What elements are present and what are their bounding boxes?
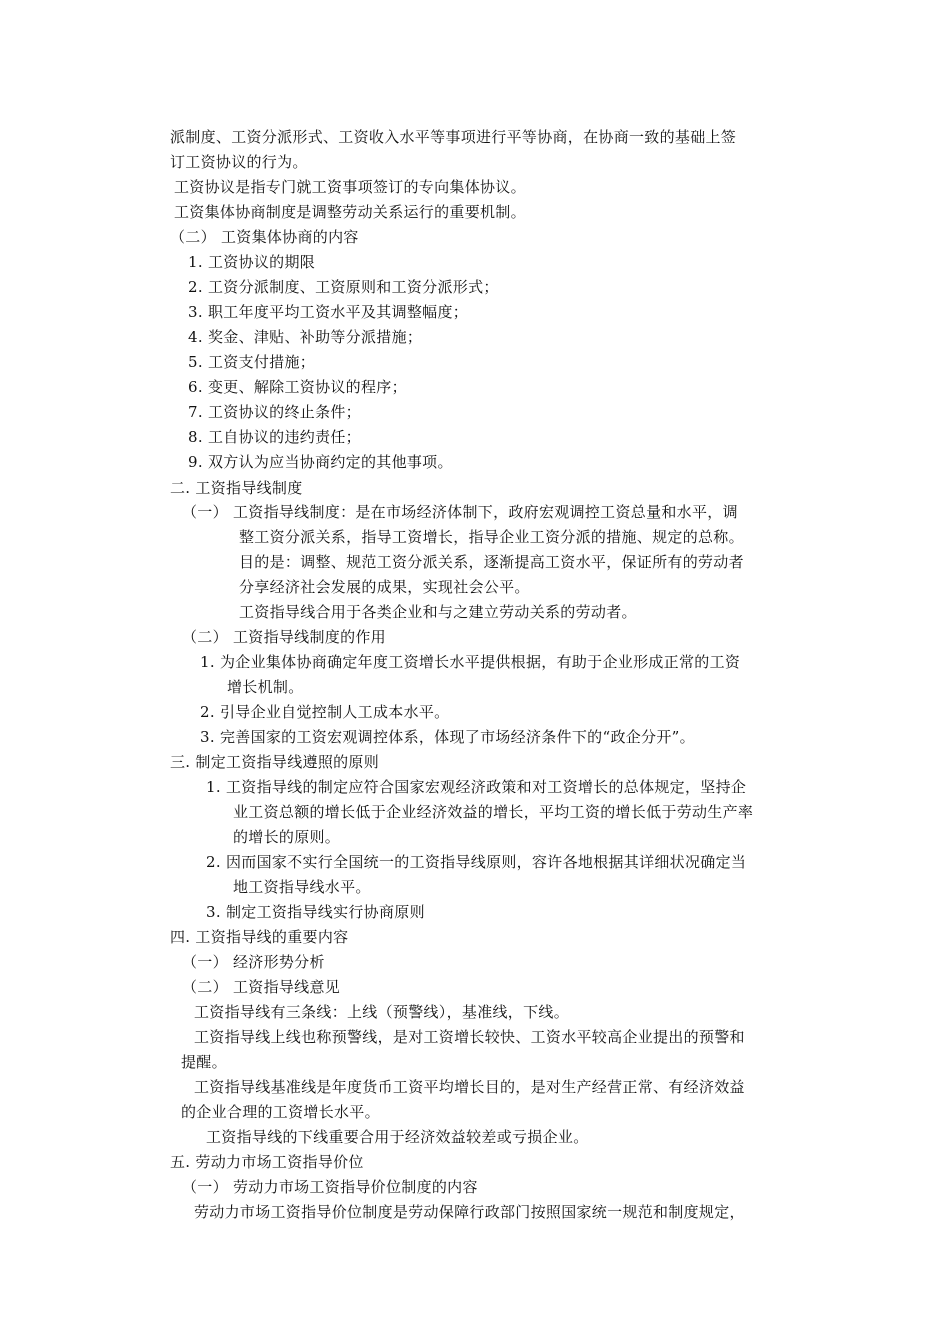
section-heading: 五. 劳动力市场工资指导价位 [170, 1153, 364, 1171]
list-item: 3. 职工年度平均工资水平及其调整幅度； [188, 303, 469, 321]
text-line: 工资指导线的下线重要合用于经济效益较差或亏损企业。 [206, 1128, 589, 1146]
text-line: 分享经济社会发展的成果，实现社会公平。 [239, 578, 530, 596]
text-line: 业工资总额的增长低于企业经济效益的增长，平均工资的增长低于劳动生产率 [233, 803, 754, 821]
list-item: 3. 完善国家的工资宏观调控体系，体现了市场经济条件下的“政企分开”。 [200, 728, 695, 746]
text-line: 工资指导线上线也称预警线，是对工资增长较快、工资水平较高企业提出的预警和 [194, 1028, 745, 1046]
list-item: 2. 引导企业自觉控制人工成本水平。 [200, 703, 450, 721]
text-line: 工资指导线有三条线：上线（预警线），基准线，下线。 [194, 1003, 570, 1021]
text-line: 的企业合理的工资增长水平。 [181, 1103, 380, 1121]
list-item: 4. 奖金、津贴、补助等分派措施； [188, 328, 423, 346]
text-line: 目的是：调整、规范工资分派关系，逐渐提高工资水平，保证所有的劳动者 [239, 553, 744, 571]
text-line: 工资指导线合用于各类企业和与之建立劳动关系的劳动者。 [239, 603, 637, 621]
section-heading: 三. 制定工资指导线遵照的原则 [170, 753, 380, 771]
section-heading: 二. 工资指导线制度 [170, 479, 303, 497]
text-line: 订工资协议的行为。 [170, 153, 308, 171]
text-line: 工资协议是指专门就工资事项签订的专向集体协议。 [174, 178, 526, 196]
list-item: 5. 工资支付措施； [188, 353, 316, 371]
list-item: 1. 为企业集体协商确定年度工资增长水平提供根据，有助于企业形成正常的工资 [200, 653, 741, 671]
subsection-heading: （一） 劳动力市场工资指导价位制度的内容 [182, 1178, 478, 1196]
text-line: 劳动力市场工资指导价位制度是劳动保障行政部门按照国家统一规范和制度规定， [194, 1203, 745, 1221]
list-item: 7. 工资协议的终止条件； [188, 403, 361, 421]
text-line: 整工资分派关系，指导工资增长，指导企业工资分派的措施、规定的总称。 [239, 528, 744, 546]
subsection-heading: （二） 工资指导线制度的作用 [182, 628, 386, 646]
list-item: 1. 工资指导线的制定应符合国家宏观经济政策和对工资增长的总体规定，坚持企 [206, 778, 747, 796]
subsection-heading: （一） 经济形势分析 [182, 953, 325, 971]
text-line: 提醒。 [181, 1053, 227, 1071]
subsection-heading: （二） 工资指导线意见 [182, 978, 341, 996]
subsection-heading: （一） 工资指导线制度：是在市场经济体制下，政府宏观调控工资总量和水平，调 [182, 503, 738, 521]
text-line: 增长机制。 [227, 678, 304, 696]
list-item: 3. 制定工资指导线实行协商原则 [206, 903, 425, 921]
list-item: 9. 双方认为应当协商约定的其他事项。 [188, 453, 453, 471]
text-line: 工资集体协商制度是调整劳动关系运行的重要机制。 [174, 203, 526, 221]
text-line: 派制度、工资分派形式、工资收入水平等事项进行平等协商，在协商一致的基础上签 [170, 128, 737, 146]
list-item: 1. 工资协议的期限 [188, 253, 316, 271]
subsection-heading: （二） 工资集体协商的内容 [170, 228, 359, 246]
list-item: 2. 工资分派制度、工资原则和工资分派形式； [188, 278, 499, 296]
list-item: 2. 因而国家不实行全国统一的工资指导线原则，容许各地根据其详细状况确定当 [206, 853, 747, 871]
list-item: 6. 变更、解除工资协议的程序； [188, 378, 407, 396]
text-line: 工资指导线基准线是年度货币工资平均增长目的，是对生产经营正常、有经济效益 [194, 1078, 745, 1096]
section-heading: 四. 工资指导线的重要内容 [170, 928, 349, 946]
list-item: 8. 工自协议的违约责任； [188, 428, 361, 446]
text-line: 的增长的原则。 [233, 828, 341, 846]
text-line: 地工资指导线水平。 [233, 878, 371, 896]
